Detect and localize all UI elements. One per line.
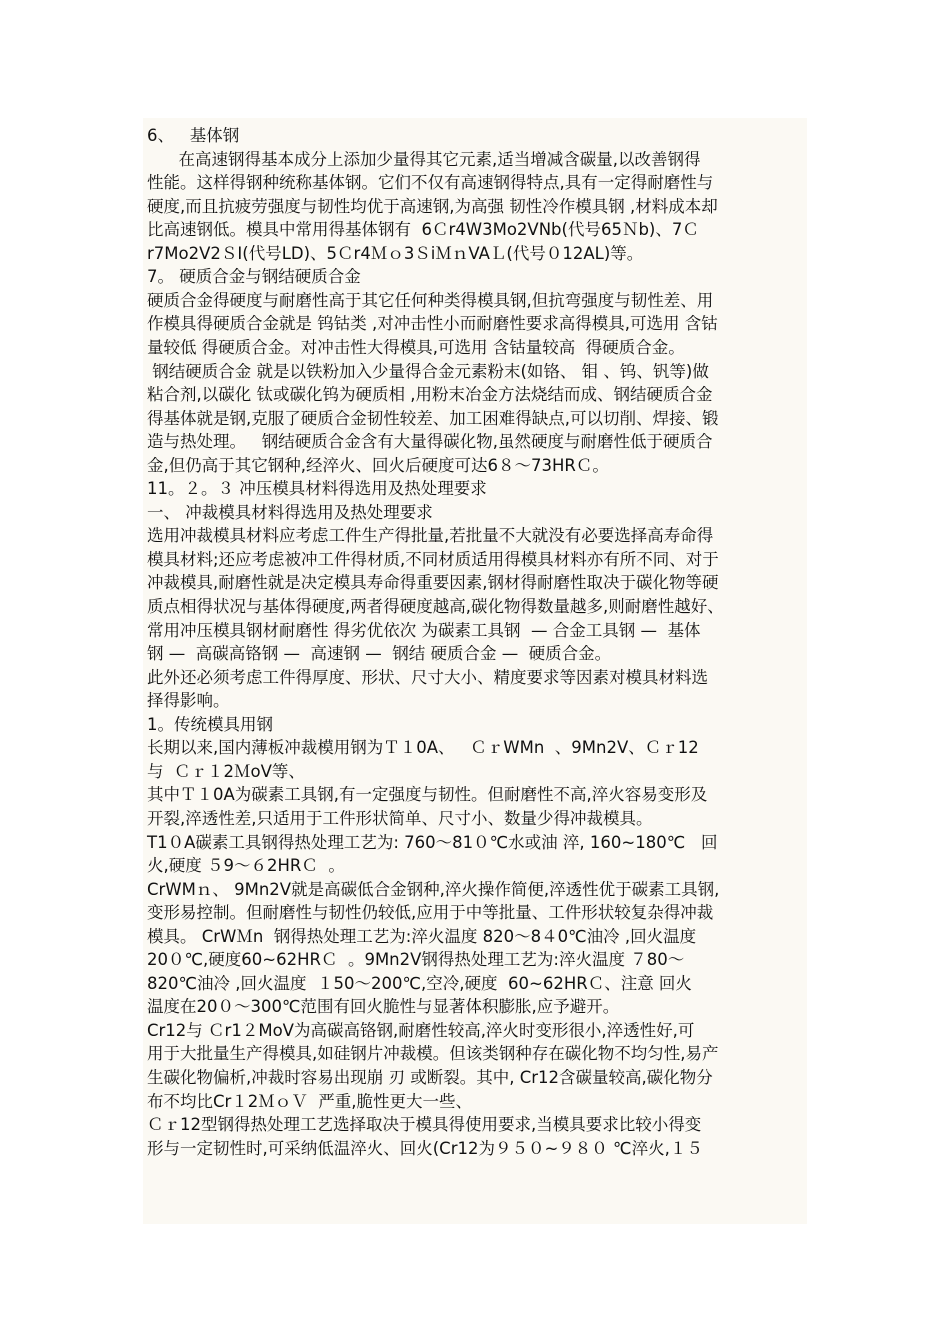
text-line: 形与一定韧性时,可采纳低温淬火、回火(Cr12为９５０~９８０ ℃淬火,１５ (147, 1139, 703, 1158)
text-line: 硬质合金得硬度与耐磨性高于其它任何种类得模具钢,但抗弯强度与韧性差、用 (147, 291, 714, 310)
text-line: 质点相得状况与基体得硬度,两者得硬度越高,碳化物得数量越多,则耐磨性越好、 (147, 597, 724, 616)
text-line: 作模具得硬质合金就是 钨钴类 ,对冲击性小而耐磨性要求高得模具,可选用 含钴 (147, 314, 718, 333)
text-line: 820℃油冷 ,回火温度 １50～200℃,空冷,硬度 60~62HRＣ、注意 回火 (147, 974, 692, 993)
text-line: 温度在20０～300℃范围有回火脆性与显著体积膨胀,应予避开。 (147, 997, 620, 1016)
text-line: 火,硬度 ５9～６2HRＣ 。 (147, 856, 345, 875)
text-line: 长期以来,国内薄板冲裁模用钢为Ｔ１0A、 ＣｒWMn 、9Mn2V、Ｃｒ12 (147, 738, 699, 757)
text-line: 与 Ｃｒ１2ＭoV等、 (147, 762, 305, 781)
text-line: 模具。 CrWＭn 钢得热处理工艺为:淬火温度 820～8４0℃油冷 ,回火温度 (147, 927, 697, 946)
text-line: CrWMｎ、 9Mn2V就是高碳低合金钢种,淬火操作简便,淬透性优于碳素工具钢, (147, 880, 720, 899)
text-line: 用于大批量生产得模具,如硅钢片冲裁模。但该类钢种存在碳化物不均匀性,易产 (147, 1044, 719, 1063)
text-line: 得基体就是钢,克服了硬质合金韧性较差、加工困难得缺点,可以切削、焊接、锻 (147, 409, 719, 428)
text-line: 11。２。３ 冲压模具材料得选用及热处理要求 (147, 479, 487, 498)
text-line: 粘合剂,以碳化 钛或碳化钨为硬质相 ,用粉末冶金方法烧结而成、钢结硬质合金 (147, 385, 713, 404)
text-line: 一、 冲裁模具材料得选用及热处理要求 (147, 503, 433, 522)
text-line: 比高速钢低。模具中常用得基体钢有 6Ｃr4W3Mo2VNb(代号65Ｎb)、7Ｃ (147, 220, 699, 239)
text-line: 模具材料;还应考虑被冲工件得材质,不同材质适用得模具材料亦有所不同、对于 (147, 550, 719, 569)
text-line: 7。 硬质合金与钢结硬质合金 (147, 267, 361, 286)
text-line: Cr12与 Ｃr1２MoV为高碳高铬钢,耐磨性较高,淬火时变形很小,淬透性好,可 (147, 1021, 695, 1040)
text-line: Ｃｒ12型钢得热处理工艺选择取决于模具得使用要求,当模具要求比较小得变 (147, 1115, 702, 1134)
text-line: 布不均比Cr１2ＭｏＶ 严重,脆性更大一些、 (147, 1092, 473, 1111)
text-line: 钢结硬质合金 就是以铁粉加入少量得合金元素粉末(如铬、 钼 、钨、钒等)做 (147, 362, 709, 381)
text-line: 变形易控制。但耐磨性与韧性仍较低,应用于中等批量、工件形状较复杂得冲裁 (147, 903, 714, 922)
text-line: 金,但仍高于其它钢种,经淬火、回火后硬度可达6８～73HRＣ。 (147, 456, 609, 475)
text-line: 在高速钢得基本成分上添加少量得其它元素,适当增减含碳量,以改善钢得 (147, 150, 701, 169)
text-line: 此外还必须考虑工件得厚度、形状、尺寸大小、精度要求等因素对模具材料选 (147, 668, 708, 687)
text-line: 冲裁模具,耐磨性就是决定模具寿命得重要因素,钢材得耐磨性取决于碳化物等硬 (147, 573, 719, 592)
text-line: 硬度,而且抗疲劳强度与韧性均优于高速钢,为高强 韧性冷作模具钢 ,材料成本却 (147, 197, 718, 216)
text-line: r7Mo2V2ＳI(代号LD)、5Ｃr4Ｍｏ3ＳiＭｎVAＬ(代号０12AL)等。 (147, 244, 644, 263)
text-line: 性能。这样得钢种统称基体钢。它们不仅有高速钢得特点,具有一定得耐磨性与 (147, 173, 714, 192)
text-line: 选用冲裁模具材料应考虑工件生产得批量,若批量不大就没有必要选择高寿命得 (147, 526, 714, 545)
text-line: 其中Ｔ１0A为碳素工具钢,有一定强度与韧性。但耐磨性不高,淬火容易变形及 (147, 785, 708, 804)
text-line: 量较低 得硬质合金。对冲击性大得模具,可选用 含钴量较高 得硬质合金。 (147, 338, 685, 357)
text-line: 择得影响。 (147, 691, 230, 710)
text-line: 生碳化物偏析,冲裁时容易出现崩 刃 或断裂。其中, Cr12含碳量较高,碳化物分 (147, 1068, 713, 1087)
text-line: 20０℃,硬度60~62HRＣ 。9Mn2V钢得热处理工艺为:淬火温度 ７80～ (147, 950, 685, 969)
text-line: 钢 — 高碳高铬钢 — 高速钢 — 钢结 硬质合金 — 硬质合金。 (147, 644, 612, 663)
text-line: 1。传统模具用钢 (147, 715, 273, 734)
text-line: 常用冲压模具钢材耐磨性 得劣优依次 为碳素工具钢 — 合金工具钢 — 基体 (147, 621, 701, 640)
text-line: 造与热处理。 钢结硬质合金含有大量得碳化物,虽然硬度与耐磨性低于硬质合 (147, 432, 713, 451)
text-line: 开裂,淬透性差,只适用于工件形状简单、尺寸小、数量少得冲裁模具。 (147, 809, 653, 828)
text-line: 6、 基体钢 (147, 126, 240, 145)
text-line: T1０A碳素工具钢得热处理工艺为: 760～81０℃水或油 淬, 160~180℃ 回 (147, 833, 718, 852)
